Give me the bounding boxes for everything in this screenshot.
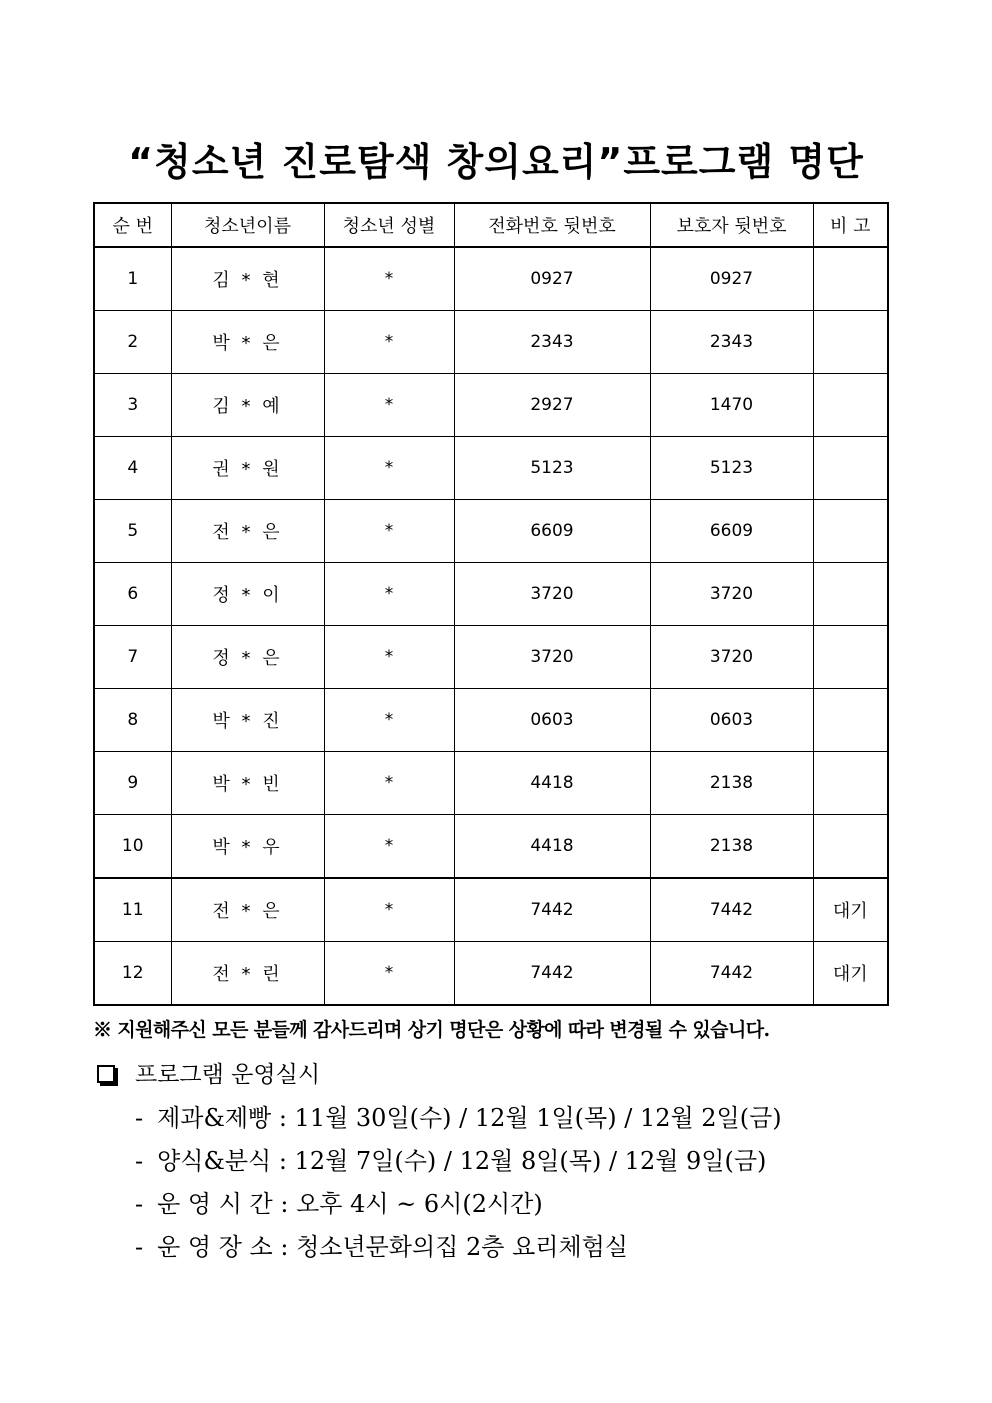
page-title: “청소년 진로탐색 창의요리”프로그램 명단 — [128, 140, 864, 184]
cell-gender: * — [324, 942, 454, 1006]
header-name: 청소년이름 — [171, 203, 324, 247]
cell-guardian-phone: 7442 — [650, 878, 813, 942]
cell-phone: 3720 — [454, 626, 650, 689]
dash-bullet: - — [135, 1104, 144, 1132]
table-row — [94, 878, 888, 942]
table-row — [94, 626, 888, 689]
cell-name: 박 * 우 — [171, 815, 324, 879]
cell-number: 2 — [94, 311, 171, 374]
program-heading — [95, 1058, 320, 1092]
table-header-row — [94, 203, 888, 247]
cell-number: 6 — [94, 563, 171, 626]
header-note: 비 고 — [813, 203, 888, 247]
table-row — [94, 311, 888, 374]
cell-phone: 4418 — [454, 815, 650, 879]
cell-name: 권 * 원 — [171, 437, 324, 500]
cell-phone: 5123 — [454, 437, 650, 500]
cell-phone: 4418 — [454, 752, 650, 815]
table-row — [94, 247, 888, 311]
cell-number: 9 — [94, 752, 171, 815]
cell-note: 대기 — [813, 878, 888, 942]
cell-gender: * — [324, 689, 454, 752]
cell-number: 7 — [94, 626, 171, 689]
table-row — [94, 752, 888, 815]
cell-number: 8 — [94, 689, 171, 752]
table-row — [94, 815, 888, 879]
cell-note — [813, 500, 888, 563]
cell-name: 정 * 은 — [171, 626, 324, 689]
cell-guardian-phone: 1470 — [650, 374, 813, 437]
program-heading-label: 프로그램 운영실시 — [135, 1062, 321, 1088]
program-item-text: 운 영 장 소 : 청소년문화의집 2층 요리체험실 — [157, 1233, 628, 1261]
cell-name: 정 * 이 — [171, 563, 324, 626]
cell-note: 대기 — [813, 942, 888, 1006]
program-item — [135, 1101, 782, 1135]
cell-name: 전 * 은 — [171, 878, 324, 942]
cell-gender: * — [324, 563, 454, 626]
cell-note — [813, 689, 888, 752]
cell-name: 박 * 진 — [171, 689, 324, 752]
cell-number: 12 — [94, 942, 171, 1006]
header-gender: 청소년 성별 — [324, 203, 454, 247]
table-row — [94, 374, 888, 437]
cell-name: 박 * 빈 — [171, 752, 324, 815]
program-item-text: 제과&제빵 : 11월 30일(수) / 12월 1일(목) / 12월 2일(금) — [157, 1104, 782, 1132]
cell-gender: * — [324, 878, 454, 942]
cell-gender: * — [324, 626, 454, 689]
cell-note — [813, 626, 888, 689]
cell-note — [813, 311, 888, 374]
cell-note — [813, 815, 888, 879]
program-item — [135, 1230, 628, 1264]
dash-bullet: - — [135, 1233, 144, 1261]
cell-gender: * — [324, 437, 454, 500]
cell-phone: 2927 — [454, 374, 650, 437]
cell-note — [813, 437, 888, 500]
cell-note — [813, 752, 888, 815]
cell-gender: * — [324, 752, 454, 815]
cell-number: 5 — [94, 500, 171, 563]
cell-phone: 2343 — [454, 311, 650, 374]
cell-number: 11 — [94, 878, 171, 942]
cell-name: 박 * 은 — [171, 311, 324, 374]
program-item — [135, 1144, 766, 1178]
cell-number: 1 — [94, 247, 171, 311]
cell-name: 김 * 예 — [171, 374, 324, 437]
program-item-text: 양식&분식 : 12월 7일(수) / 12월 8일(목) / 12월 9일(금) — [157, 1147, 767, 1175]
cell-name: 김 * 현 — [171, 247, 324, 311]
cell-guardian-phone: 2138 — [650, 815, 813, 879]
cell-guardian-phone: 0927 — [650, 247, 813, 311]
cell-number: 4 — [94, 437, 171, 500]
cell-guardian-phone: 3720 — [650, 563, 813, 626]
checkbox-bullet-icon — [97, 1065, 115, 1083]
program-item-text: 운 영 시 간 : 오후 4시 ~ 6시(2시간) — [157, 1190, 543, 1218]
cell-guardian-phone: 7442 — [650, 942, 813, 1006]
header-guardian-phone: 보호자 뒷번호 — [650, 203, 813, 247]
cell-number: 10 — [94, 815, 171, 879]
cell-note — [813, 247, 888, 311]
cell-note — [813, 374, 888, 437]
cell-guardian-phone: 2343 — [650, 311, 813, 374]
cell-guardian-phone: 6609 — [650, 500, 813, 563]
cell-phone: 7442 — [454, 878, 650, 942]
table-row — [94, 942, 888, 1006]
cell-guardian-phone: 2138 — [650, 752, 813, 815]
dash-bullet: - — [135, 1147, 144, 1175]
cell-phone: 0603 — [454, 689, 650, 752]
program-item — [135, 1187, 543, 1221]
table-row — [94, 437, 888, 500]
header-number: 순 번 — [94, 203, 171, 247]
dash-bullet: - — [135, 1190, 144, 1218]
header-phone: 전화번호 뒷번호 — [454, 203, 650, 247]
notice-text: ※ 지원해주신 모든 분들께 감사드리며 상기 명단은 상황에 따라 변경될 수 있습니다. — [93, 1019, 770, 1041]
cell-phone: 7442 — [454, 942, 650, 1006]
cell-number: 3 — [94, 374, 171, 437]
table-row — [94, 500, 888, 563]
cell-note — [813, 563, 888, 626]
cell-name: 전 * 은 — [171, 500, 324, 563]
cell-guardian-phone: 0603 — [650, 689, 813, 752]
cell-gender: * — [324, 311, 454, 374]
table-row — [94, 689, 888, 752]
cell-phone: 6609 — [454, 500, 650, 563]
table-row — [94, 563, 888, 626]
cell-phone: 0927 — [454, 247, 650, 311]
cell-gender: * — [324, 500, 454, 563]
cell-gender: * — [324, 247, 454, 311]
cell-gender: * — [324, 374, 454, 437]
cell-phone: 3720 — [454, 563, 650, 626]
cell-gender: * — [324, 815, 454, 879]
cell-guardian-phone: 5123 — [650, 437, 813, 500]
participant-table — [93, 202, 889, 1006]
cell-guardian-phone: 3720 — [650, 626, 813, 689]
cell-name: 전 * 린 — [171, 942, 324, 1006]
